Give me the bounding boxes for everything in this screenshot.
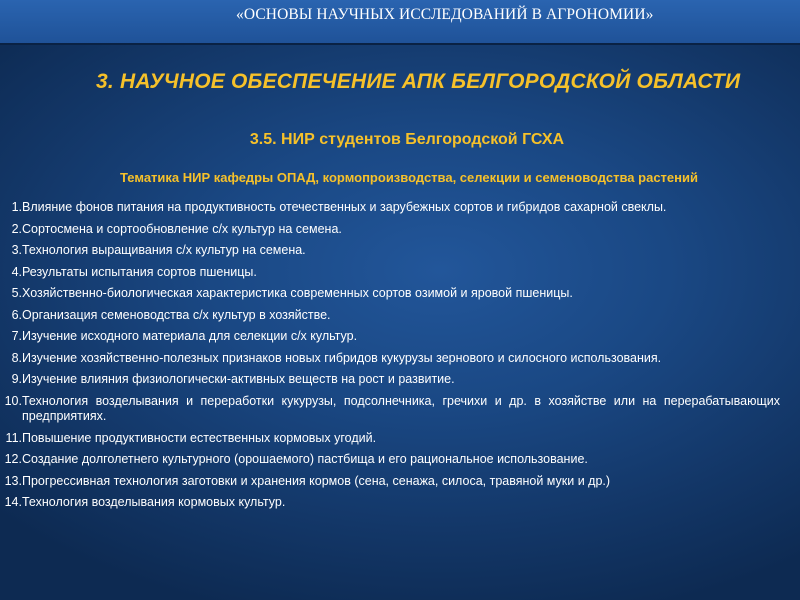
list-item-number: 6. (11, 307, 22, 322)
list-item (0, 394, 780, 425)
list-item (0, 329, 780, 345)
list-item-number: 9. (11, 372, 22, 386)
list-item-text: Хозяйственно-биологическая характеристика современных сортов озимой и яровой пшеницы. (22, 286, 573, 300)
list-item-number: 7. (11, 329, 22, 343)
list-item-number: 12. (4, 452, 22, 466)
list-item-text: Технология возделывания и переработки кукурузы, подсолнечника, гречихи и др. в хозяйстве или на перерабатывающих предприятиях. (22, 393, 780, 423)
list-item (0, 265, 780, 281)
list-item-text: Прогрессивная технология заготовки и хранения кормов (сена, сенажа, силоса, травяной муки и др.) (22, 473, 611, 488)
list-item-text: Изучение влияния физиологически-активных веществ на рост и развитие. (22, 372, 455, 386)
list-item (0, 308, 780, 324)
header-divider (0, 43, 800, 45)
list-item (0, 474, 780, 490)
list-item-number: 1. (11, 200, 22, 214)
list-item (0, 243, 780, 259)
list-item-number: 10. (4, 393, 22, 408)
list-item-text: Результаты испытания сортов пшеницы. (22, 264, 257, 279)
subsection-title: 3.5. НИР студентов Белгородской ГСХА (249, 131, 565, 148)
list-item (0, 222, 780, 238)
list-item-text: Технология возделывания кормовых культур. (22, 495, 286, 509)
section-title: 3. НАУЧНОЕ ОБЕСПЕЧЕНИЕ АПК БЕЛГОРОДСКОЙ ОБЛАСТИ (96, 70, 741, 93)
topic-list (0, 200, 780, 517)
list-item (0, 452, 780, 468)
topic-list-title: Тематика НИР кафедры ОПАД, кормопроизводства, селекции и семеноводства растений (120, 170, 698, 185)
list-item-number: 3. (11, 243, 22, 257)
list-item-text: Организация семеноводства с/х культур в хозяйстве. (22, 307, 331, 322)
list-item-number: 8. (11, 350, 22, 365)
course-title: «ОСНОВЫ НАУЧНЫХ ИССЛЕДОВАНИЙ В АГРОНОМИИ» (236, 6, 654, 23)
list-item (0, 495, 780, 511)
list-item-text: Изучение хозяйственно-полезных признаков новых гибридов кукурузы зернового и силосного использования. (22, 350, 662, 365)
list-item-text: Повышение продуктивности естественных кормовых угодий. (22, 430, 377, 445)
list-item-number: 11. (5, 430, 22, 445)
list-item-number: 14. (4, 495, 22, 509)
list-item-number: 13. (4, 473, 22, 488)
list-item-text: Влияние фонов питания на продуктивность отечественных и зарубежных сортов и гибридов сахарной свеклы. (22, 200, 667, 214)
list-item-number: 5. (11, 286, 22, 300)
list-item-number: 4. (11, 264, 22, 279)
list-item-text: Создание долголетнего культурного (орошаемого) пастбища и его рациональное использование. (22, 452, 588, 466)
list-item (0, 351, 780, 367)
list-item-text: Технология выращивания с/х культур на семена. (22, 243, 306, 257)
list-item (0, 200, 780, 216)
list-item-text: Изучение исходного материала для селекции с/х культур. (22, 329, 358, 343)
list-item (0, 372, 780, 388)
list-item-text: Сортосмена и сортообновление с/х культур на семена. (22, 221, 342, 236)
list-item (0, 286, 780, 302)
list-item (0, 431, 780, 447)
list-item-number: 2. (11, 221, 22, 236)
